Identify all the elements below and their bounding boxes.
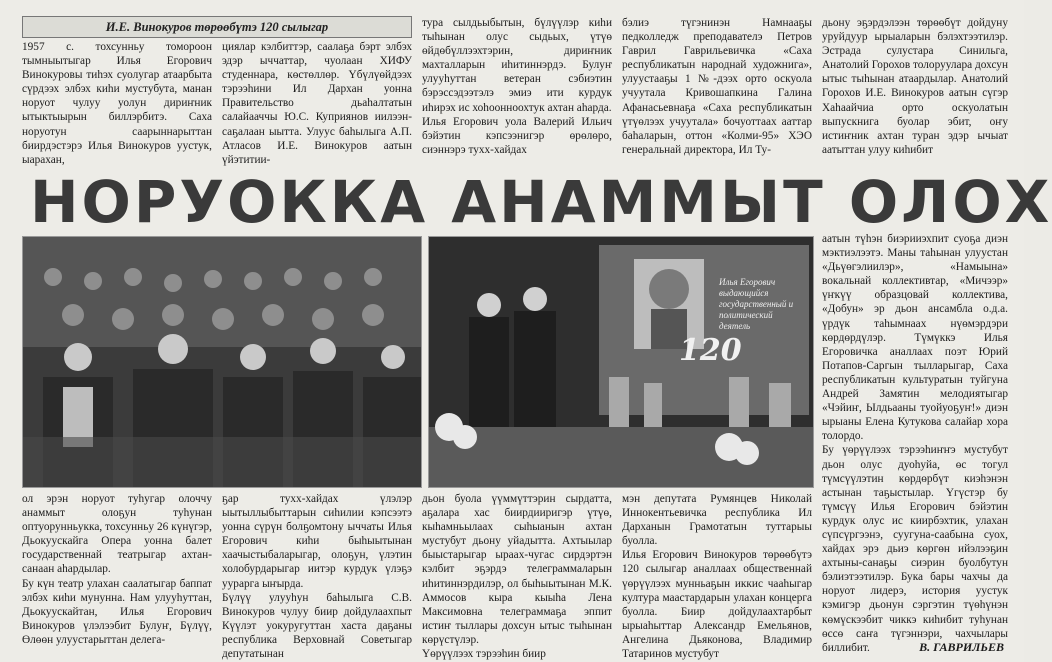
top-column-1 (22, 40, 212, 168)
top-column-3 (422, 16, 612, 168)
photo-stage (428, 236, 814, 488)
bottom-column-2-text: ҕар тухх-хайдах үлэлэр ыытыллыбыттарын сиһилии кэпсээтэ уонна сүрүн болҕомтону ыччаты Илья Егорович киһи быһыытынан хаачыстыбаларыгар, олоҕун, үлэтин холобурдарыгар иитэр курдук үлэҕэ уурарга ыҥырда. Бүлүү улууһун баһылыга С.В. Винокуров чулуу биир дойдулаахпыт Күүлэт уокуругуттан хаста даҕаны республика Верховнай Советыгар депутатынан (222, 493, 412, 661)
bottom-column-4-text: мэн депутата Румянцев Николай Иннокентьевичка республика Ил Дарханын Грамотатын туттарыы буолла. Илья Егорович Винокуров төрөөбүтэ 120 сылыгар аналлаах общественнай үөрүүлээх мунньаҕын иккис чааһыгар култура маастардарын улахан концерга буолла. Биир дойдулаахтарбыт ырыаһыттар Александр Емельянов, Ангелина Дьяконова, Владимир Татаринов мустубут (622, 493, 812, 661)
top-column-2-text: циялар кэлбиттэр, саалаҕа бэрт элбэх эдэр ыччаттар, чуолаан ХИФУ студеннара, көстөллөр. Үбүлүөйдээх тэрээһини Ил Дархан уонна Правительство дьаһалтатын салайааччы Ю.С. Куприянов иилээн-саҕалаан ыытта. Улуус баһылыга А.П. Атласов И.Е. Винокуров аатын үйэтитии- (222, 41, 412, 166)
banner-number: 120 (679, 333, 742, 368)
stage-photo-graphic (429, 237, 813, 487)
top-column-3-text: тура сылдьыбытын, бүлүүлэр киһи тыһынан олус сыдьых, үтүө өйдөбүллээхтэрин, дириҥник махталларын иһитиннэрдэ. Булуҥ улууһуттан ветеран сэбиэтин бэрэссэдээтэлэ эмиэ ити курдук иһирэх ис хоһоонноохтук ахтан аһарда. Илья Егорович уола Валерий Ильич бэйэтин кэпсээнигэр өрөлөро, сиэннэрэ тухх-хайдах (422, 17, 612, 156)
top-column-4-text: бэлиэ түгэнинэн Намнааҕы педколледж преподавателэ Петров Гаврил Гаврильевичка «Саха республикатын народнай художнига», улуустааҕы 1 №-дээх орто оскуола учуутала Кривошапкина Галина Афанасьевнаҕа «Саха республикатын үтүөлээх учуутала» бочуоттаах ааттар баһаларын, оттон «Колми-95» ХЭО генеральнай директора, Ил Ту- (622, 17, 812, 156)
photo-audience (22, 236, 422, 488)
headline: НОРУОККА АНАММЫТ ОЛОХ (30, 168, 1052, 236)
audience-photo-graphic (23, 237, 421, 487)
top-column-4 (622, 16, 812, 168)
bottom-column-2 (222, 492, 412, 660)
bottom-column-1-text: ол эрэн норуот туһугар олоччу анаммыт олоҕун туһунан оптуорунньукка, тохсунньу 26 күнүгэр, Дьокуускайга Опера уонна балет государственнай театрыгар ахтан-санаан аһардылар. Бу күн театр улахан саалатыгар баппат элбэх киһи мунунна. Нам улууһуттан, Дьокуускайтан, Илья Егорович Винокуров үлэлээбит Булуҥ, Бүлүү, Өлөөн улуустарыттан делега- (22, 493, 212, 646)
bottom-column-4 (622, 492, 812, 660)
author-byline: В. ГАВРИЛЬЕВ (919, 640, 1004, 654)
top-column-2 (222, 40, 412, 168)
bottom-column-1 (22, 492, 212, 660)
top-column-5 (822, 16, 1008, 168)
bottom-column-5-text: аатын түһэн биэрииэхпит суоҕа диэн мэктиэлээтэ. Маны таһынан улуустан «Дьүөгэлиилэр», «Намыына» вокальнай коллективтар, «Мичээр» үҥкүү образцовай коллектива, «Добун» эр дьон ансамбла о.д.а. үрдүк таһымнаах нүөмэрдэри көрдөрдүлэр. Түмүккэ Илья Егоровичка аналлаах поэт Юрий Потапов-Саргын тылларыгар, Саха республикатын культуратын туйгуна Андрей Замятин мелодиятыгар «Чэйиҥ, Ылдьааны туойуоҕуҥ!» диэн ырыаны Елена Кутукова салайар хора толордо. Бу үөрүүлээх тэрээһиҥҥэ мустубут дьон олус дуоһуйа, өс тогул түмсүүлэтин көрдөрбүт киэһэнэн астынан таҕыстылар. Үгүстэр бу түмсүү Илья Егорович бэйэтин курдук олус ис киирбэхтик, улахан сүпсүргээнэ, суугуна-саабына суох, хайдах эрэ дьиэ көргөн ийэлээҕин ахтыны-санаҕы сиэрин буолбутун бэлиэтээтилэр. Бука бары чахчы да норуот лидерэ, история уустук кэмигэр дьонун сэргэтин түөһүнэн көмүскээбит чиккэ киһибит туһунан өссө саҥа түгэннэри, чахчылары биллибит. (822, 233, 1008, 654)
top-column-1-text: 1957 с. тохсунньу томороон тымныытыгар Илья Егорович Винокуровы тиһэх суолугар атаарбыта сүрдээх элбэх киһи мустубута, манан норуот чулуу уолун дириҥник ытыктыырын биллэрбитэ. Саха норуотун саарыннарыттан биирдэстэрэ Илья Винокуров уустук, ыарахан, (22, 41, 212, 166)
top-column-5-text: дьону эҕэрдэлээн төрөөбүт дойдуну уруйдуур ырыаларын бэлэхтээтилэр. Эстрада сулустара Синильга, Анатолий Горохов толоруулара дохсун ытыс тыһынан атаардылар. Анатолий Горохов И.Е. Винокуров аатын сүгэр Хаһаайчиа орто оскуолатын выпускнига буолар эбит, оҥу истиҥник ахтан туран эдэр ычыат аатыттан улуу киһибит (822, 17, 1009, 156)
bottom-column-3-text: дьон буола үүммүттэрин сырдатта, аҕалара хас биирдииригэр үтүө, кыһамньылаах сыһыанын ахтан мустубут дьону уйадытта. Ахтыылар быыстарыгар ыраах-чугас сирдэртэн кэлбит эҕэрдэ телеграммаларын иһитиннэрдилэр, ол быһыытынан М.К. Аммосов кыра кыыһа Лена Максимовна телеграммаҕа эппит истиҥ тыллары дохсун ытыс тыһынан көрүстүлэр. Үөрүүлээх тэрээһин биир (422, 493, 612, 661)
banner-text: Илья Егорович выдающийся государственный и политический деятель (719, 277, 794, 331)
bottom-column-3 (422, 492, 612, 660)
article-kicker: И.Е. Винокуров төрөөбүтэ 120 сылыгар (22, 16, 412, 38)
